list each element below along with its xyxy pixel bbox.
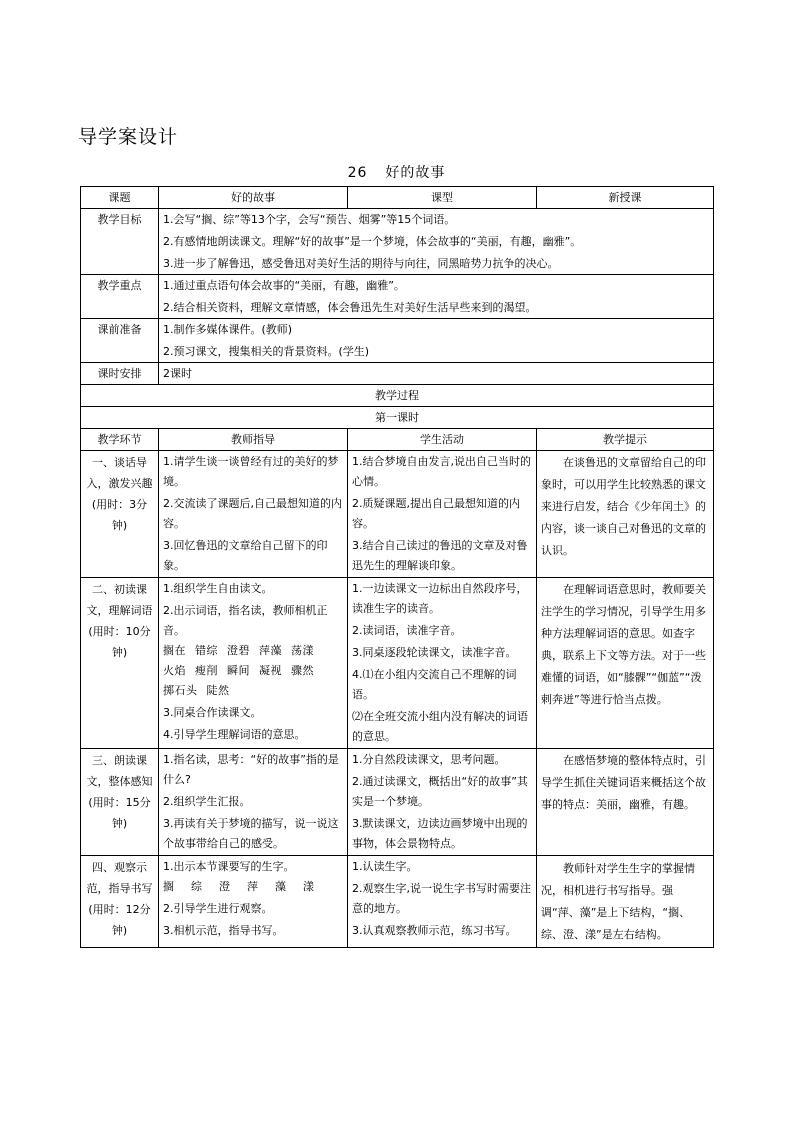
word-line xyxy=(163,661,343,681)
student-item: 2.质疑课题,提出自己最想知道的内容。 xyxy=(352,497,520,530)
teacher-item: 3.再读有关于梦境的描写，说一说这个故事带给自己的感受。 xyxy=(163,817,339,850)
teacher-item: 2.引导学生进行观察。 xyxy=(163,902,273,915)
key-point-item: 1.通过重点语句体会故事的“美丽，有趣，幽雅”。 xyxy=(163,279,405,292)
step-row xyxy=(81,749,714,856)
student-item: 2.读词语，读准字音。 xyxy=(352,624,462,637)
vocab-word: 瘦削 xyxy=(195,664,218,677)
schedule-label: 课时安排 xyxy=(81,363,159,385)
preparation-row xyxy=(81,319,714,363)
teaching-tip: 在理解词语意思时，教师要关注学生的学习情况，引导学生用多种方法理解词语的意思。如查字典，联系上下文等方法。对于一些难懂的词语，如“膝髁”“伽蓝”“泼剌奔迸”等进行恰当点拨。 xyxy=(537,578,714,749)
vocab-char: 综 xyxy=(191,880,203,893)
topic-label: 课题 xyxy=(81,187,159,209)
vocab-char: 萍 xyxy=(247,880,259,893)
objective-item: 2.有感情地朗读课文。理解“好的故事”是一个梦境，体会故事的“美丽，有趣，幽雅”。 xyxy=(163,235,582,248)
teacher-item: 1.出示本节课要写的生字。 xyxy=(163,860,295,873)
schedule-value: 2课时 xyxy=(159,363,714,385)
preparation-label: 课前准备 xyxy=(81,319,159,363)
step-row xyxy=(81,451,714,578)
key-points-row xyxy=(81,275,714,319)
period-title-row xyxy=(81,407,714,429)
student-item: 3.同桌逐段轮读课文，读准字音。 xyxy=(352,646,517,659)
student-item: ⑵在全班交流小组内没有解决的词语的意思。 xyxy=(352,710,528,743)
student-activity xyxy=(348,451,537,578)
student-activity xyxy=(348,856,537,948)
vocab-char: 澄 xyxy=(219,880,231,893)
step-name: 一、谈话导入，激发兴趣(用时：3分钟) xyxy=(81,451,159,578)
vocab-word: 骤然 xyxy=(291,664,314,677)
step-row xyxy=(81,578,714,749)
lesson-number: 26 xyxy=(347,165,368,181)
char-line xyxy=(163,877,343,897)
student-item: 2.通过读课文，概括出“好的故事”其实是一个梦境。 xyxy=(352,775,528,808)
step-name: 二、初读课文，理解词语(用时：10分钟) xyxy=(81,578,159,749)
key-points-content xyxy=(159,275,714,319)
vocab-word: 掷石头 xyxy=(163,684,198,697)
teaching-tip: 在谈鲁迅的文章留给自己的印象时，可以用学生比较熟悉的课文来进行启发，结合《少年闰土》的内容，谈一谈自己对鲁迅的文章的认识。 xyxy=(537,451,714,578)
student-activity xyxy=(348,749,537,856)
teaching-tip: 教师针对学生生字的掌握情况，相机进行书写指导。强调“萍、藻”是上下结构，“搁、综、澄、漾”是左右结构。 xyxy=(537,856,714,948)
step-row xyxy=(81,856,714,948)
teacher-guidance xyxy=(159,578,348,749)
column-header-row xyxy=(81,429,714,451)
vocab-char: 漾 xyxy=(303,880,315,893)
teacher-item: 1.组织学生自由读文。 xyxy=(163,582,273,595)
word-line xyxy=(163,681,343,701)
type-value: 新授课 xyxy=(537,187,714,209)
teacher-item: 3.同桌合作读课文。 xyxy=(163,706,262,719)
vocab-word: 错综 xyxy=(195,644,218,657)
vocab-word: 搁在 xyxy=(163,644,186,657)
teacher-guidance xyxy=(159,856,348,948)
word-line xyxy=(163,641,343,661)
vocab-word: 火焰 xyxy=(163,664,186,677)
schedule-row xyxy=(81,363,714,385)
student-activity xyxy=(348,578,537,749)
document-title: 导学案设计 xyxy=(78,126,179,148)
column-header: 教学提示 xyxy=(537,429,714,451)
vocab-word: 萍藻 xyxy=(259,644,282,657)
vocab-word: 陡然 xyxy=(206,684,230,697)
objectives-label: 教学目标 xyxy=(81,209,159,275)
vocab-char: 藻 xyxy=(275,880,287,893)
topic-value: 好的故事 xyxy=(159,187,348,209)
teacher-item: 1.指名读，思考：“好的故事”指的是什么? xyxy=(163,753,339,786)
process-title-row xyxy=(81,385,714,407)
student-item: 1.认读生字。 xyxy=(352,860,418,873)
type-label: 课型 xyxy=(348,187,537,209)
teacher-item: 2.出示词语，指名读，教师相机正音。 xyxy=(163,604,328,637)
column-header: 教学环节 xyxy=(81,429,159,451)
step-name: 四、观察示范，指导书写(用时：12分钟) xyxy=(81,856,159,948)
key-points-label: 教学重点 xyxy=(81,275,159,319)
objectives-content xyxy=(159,209,714,275)
teacher-item: 4.引导学生理解词语的意思。 xyxy=(163,728,306,741)
lesson-plan-table xyxy=(80,186,714,948)
preparation-item: 1.制作多媒体课件。(教师) xyxy=(163,323,293,336)
student-item: 3.默读课文，边读边画梦境中出现的事物，体会景物特点。 xyxy=(352,817,528,850)
vocab-char: 搁 xyxy=(163,880,175,893)
objectives-row xyxy=(81,209,714,275)
preparation-content xyxy=(159,319,714,363)
student-item: 1.一边读课文一边标出自然段序号，读准生字的读音。 xyxy=(352,582,528,615)
student-item: 1.分自然段读课文，思考问题。 xyxy=(352,753,506,766)
step-name: 三、朗读课文，整体感知(用时：15分钟) xyxy=(81,749,159,856)
teacher-item: 3.相机示范，指导书写。 xyxy=(163,924,284,937)
objective-item: 3.进一步了解鲁迅，感受鲁迅对美好生活的期待与向往，同黑暗势力抗争的决心。 xyxy=(163,257,559,270)
key-point-item: 2.结合相关资料，理解文章情感，体会鲁迅先生对美好生活早些来到的渴望。 xyxy=(163,301,537,314)
teacher-guidance xyxy=(159,749,348,856)
column-header: 学生活动 xyxy=(348,429,537,451)
lesson-title xyxy=(0,162,793,182)
teacher-item: 1.请学生谈一谈曾经有过的美好的梦境。 xyxy=(163,455,339,488)
student-item: 4.⑴在小组内交流自己不理解的词语。 xyxy=(352,668,517,701)
teacher-item: 3.回忆鲁迅的文章给自己留下的印象。 xyxy=(163,539,328,572)
teaching-tip: 在感悟梦境的整体特点时，引导学生抓住关键词语来概括这个故事的特点：美丽，幽雅，有趣。 xyxy=(537,749,714,856)
lesson-name: 好的故事 xyxy=(385,165,446,181)
student-item: 3.认真观察教师示范，练习书写。 xyxy=(352,924,517,937)
objective-item: 1.会写“搁、综”等13个字，会写“预告、烟雾”等15个词语。 xyxy=(163,213,456,226)
header-row xyxy=(81,187,714,209)
student-item: 3.结合自己读过的鲁迅的文章及对鲁迅先生的理解谈印象。 xyxy=(352,539,528,572)
student-item: 1.结合梦境自由发言,说出自己当时的心情。 xyxy=(352,455,531,488)
vocab-word: 澄碧 xyxy=(227,644,250,657)
column-header: 教师指导 xyxy=(159,429,348,451)
preparation-item: 2.预习课文，搜集相关的背景资料。(学生) xyxy=(163,345,370,358)
vocab-word: 瞬间 xyxy=(227,664,250,677)
teacher-item: 2.交流读了课题后,自己最想知道的内容。 xyxy=(163,497,342,530)
teacher-guidance xyxy=(159,451,348,578)
period-title: 第一课时 xyxy=(81,407,714,429)
vocab-word: 荡漾 xyxy=(291,644,314,657)
teacher-item: 2.组织学生汇报。 xyxy=(163,795,251,808)
vocab-word: 凝视 xyxy=(259,664,282,677)
process-title: 教学过程 xyxy=(81,385,714,407)
student-item: 2.观察生字,说一说生字书写时需要注意的地方。 xyxy=(352,882,531,915)
